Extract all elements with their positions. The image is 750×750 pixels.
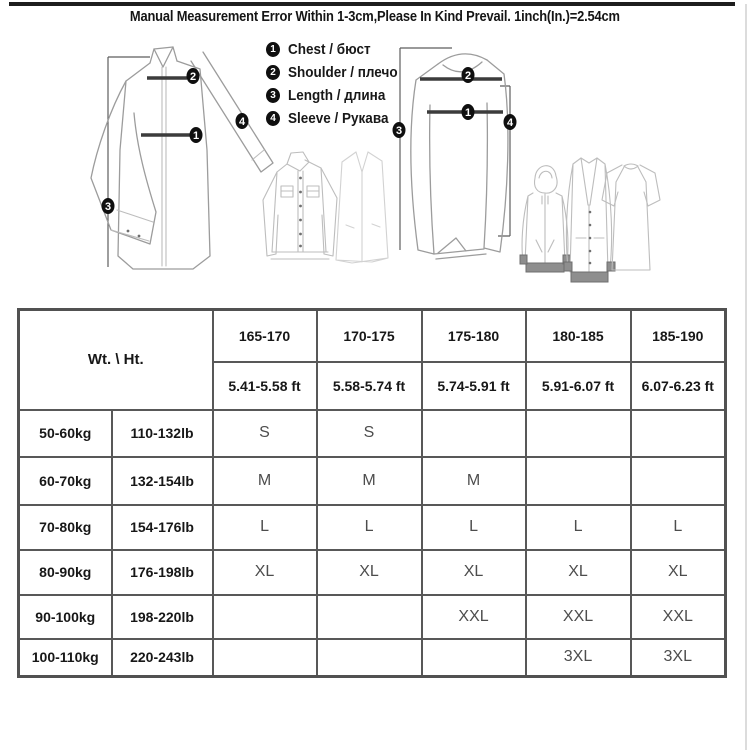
weight-kg-cell: 90-100kg	[19, 595, 112, 639]
legend-bullet-1: 1	[266, 42, 280, 57]
legend-label-shoulder: Shoulder / плечо	[288, 64, 398, 81]
size-cell	[526, 410, 631, 457]
weight-kg-cell: 100-110kg	[19, 639, 112, 677]
size-cell: 3XL	[526, 639, 631, 677]
marker-length	[102, 198, 115, 214]
denim-jacket-sketch	[263, 152, 337, 259]
weight-lb-cell: 198-220lb	[112, 595, 213, 639]
legend-item-length	[266, 84, 410, 107]
legend-item-shoulder	[266, 61, 410, 84]
sweater-neck	[438, 54, 487, 72]
marker-shoulder	[187, 68, 200, 84]
size-cell: XXL	[526, 595, 631, 639]
marker-chest	[190, 127, 203, 143]
legend-label-length: Length / длина	[288, 87, 386, 104]
height-cm-header: 180-185	[526, 310, 631, 362]
sweater-right-side	[484, 60, 508, 252]
weight-lb-cell: 154-176lb	[112, 505, 213, 550]
height-ft-header: 5.58-5.74 ft	[317, 362, 422, 410]
height-ft-header: 5.91-6.07 ft	[526, 362, 631, 410]
shirt-cuff-lines	[111, 210, 153, 241]
size-cell: XL	[631, 550, 726, 595]
size-cell	[422, 410, 526, 457]
height-cm-header: 185-190	[631, 310, 726, 362]
marker-shoulder-digit: 2	[464, 70, 472, 82]
sweater-hem	[434, 238, 486, 259]
size-cell: M	[213, 457, 317, 505]
size-cell	[422, 639, 526, 677]
size-cell	[631, 410, 726, 457]
legend-item-chest	[266, 38, 410, 61]
marker-length-digit: 3	[104, 201, 112, 213]
legend-bullet-4: 4	[266, 111, 280, 126]
size-chart-table	[17, 308, 727, 678]
size-cell: XXL	[631, 595, 726, 639]
size-cell: XL	[526, 550, 631, 595]
size-cell	[213, 595, 317, 639]
height-ft-header: 5.74-5.91 ft	[422, 362, 526, 410]
legend-bullet-3: 3	[266, 88, 280, 103]
shirt-collar-notch	[154, 47, 173, 67]
height-cm-header: 175-180	[422, 310, 526, 362]
raised-sleeve-cuff	[252, 150, 264, 160]
marker-chest-digit: 1	[192, 130, 200, 142]
size-cell	[526, 457, 631, 505]
marker-sleeve	[504, 114, 517, 130]
legend-label-sleeve: Sleeve / Рукава	[288, 110, 389, 127]
weight-kg-cell: 60-70kg	[19, 457, 112, 505]
marker-length-digit: 3	[395, 125, 403, 137]
long-coat-sketch	[336, 152, 388, 263]
height-cm-header: 170-175	[317, 310, 422, 362]
size-cell	[317, 595, 422, 639]
cuff-button	[127, 230, 130, 233]
cardigan-sketch	[564, 158, 615, 282]
measurement-legend	[266, 38, 410, 130]
size-cell: S	[213, 410, 317, 457]
weight-kg-cell: 50-60kg	[19, 410, 112, 457]
hoodie-sketch	[520, 166, 570, 272]
size-cell: L	[422, 505, 526, 550]
height-ft-header: 6.07-6.23 ft	[631, 362, 726, 410]
table-row	[19, 550, 726, 595]
table-row	[19, 457, 726, 505]
marker-chest-digit: 1	[464, 107, 472, 119]
page-title-text: Manual Measurement Error Within 1-3cm,Please In Kind Prevail. 1inch(In.)=2.54cm	[130, 8, 620, 25]
marker-shoulder	[462, 67, 475, 83]
legend-label-chest: Chest / бюст	[288, 41, 371, 58]
size-cell	[631, 457, 726, 505]
table-row	[19, 595, 726, 639]
size-cell: M	[317, 457, 422, 505]
weight-kg-cell: 70-80kg	[19, 505, 112, 550]
size-cell	[317, 639, 422, 677]
size-cell: XL	[213, 550, 317, 595]
size-cell: S	[317, 410, 422, 457]
table-row	[19, 639, 726, 677]
size-cell: L	[631, 505, 726, 550]
size-cell: M	[422, 457, 526, 505]
sweater-measurement-diagram	[393, 48, 517, 259]
size-cell: XL	[422, 550, 526, 595]
weight-lb-cell: 220-243lb	[112, 639, 213, 677]
size-cell: L	[213, 505, 317, 550]
size-cell: L	[317, 505, 422, 550]
height-ft-header: 5.41-5.58 ft	[213, 362, 317, 410]
legend-bullet-2: 2	[266, 65, 280, 80]
weight-lb-cell: 132-154lb	[112, 457, 213, 505]
size-cell: L	[526, 505, 631, 550]
legend-item-sleeve	[266, 107, 410, 130]
marker-sleeve	[236, 113, 249, 129]
size-cell: XL	[317, 550, 422, 595]
size-cell: XXL	[422, 595, 526, 639]
shirt-placket	[162, 67, 166, 266]
size-cell	[213, 639, 317, 677]
weight-kg-cell: 80-90kg	[19, 550, 112, 595]
table-row	[19, 410, 726, 457]
sweater-left-side	[411, 64, 438, 254]
table-row	[19, 505, 726, 550]
height-cm-row	[19, 310, 726, 362]
marker-sleeve-digit: 4	[238, 116, 246, 128]
height-cm-header: 165-170	[213, 310, 317, 362]
corner-header: Wt. \ Ht.	[19, 310, 213, 410]
weight-lb-cell: 110-132lb	[112, 410, 213, 457]
size-cell: 3XL	[631, 639, 726, 677]
marker-sleeve-digit: 4	[506, 117, 514, 129]
cuff-button	[138, 235, 141, 238]
marker-chest	[462, 104, 475, 120]
weight-lb-cell: 176-198lb	[112, 550, 213, 595]
dress-shirt-measurement-diagram	[91, 47, 273, 269]
marker-shoulder-digit: 2	[189, 71, 197, 83]
